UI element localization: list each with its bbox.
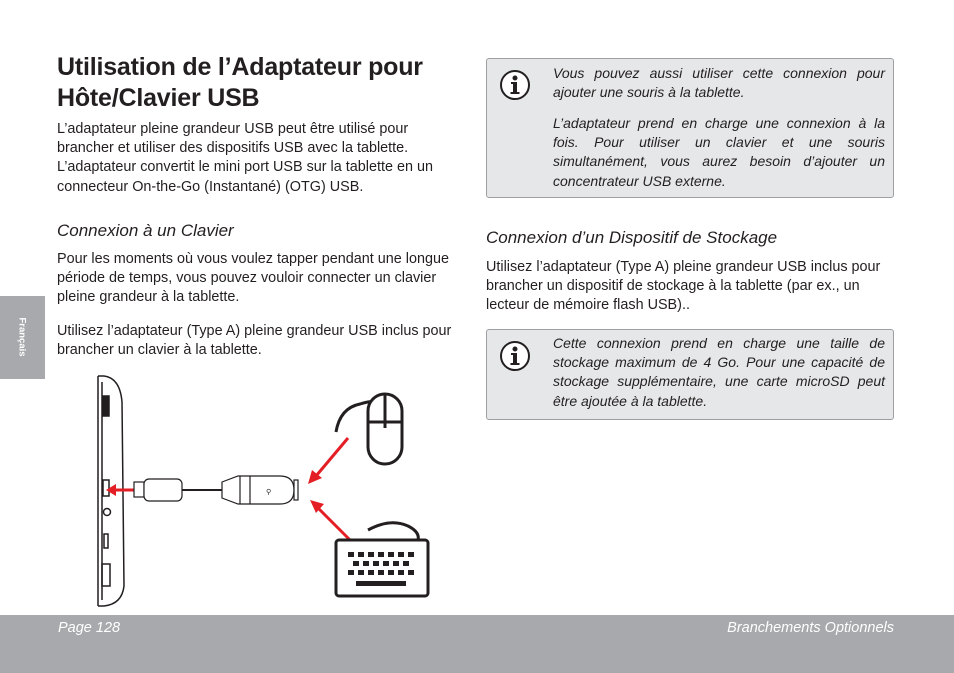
keyboard-paragraph-1: Pour les moments où vous voulez tapper pendant une longue période de temps, vous pouvez vouloir connecter un clavier pleine grandeur à la tablette. (57, 251, 450, 306)
svg-text:⚲: ⚲ (266, 488, 272, 496)
usb-adapter-icon (134, 476, 298, 504)
page-number: Page 128 (58, 620, 121, 636)
info-icon (499, 340, 531, 372)
keyboard-heading: Connexion à un Clavier (57, 221, 234, 240)
note-storage-text: Cette connexion prend en charge une taille de stockage maximum de 4 Go. Pour une capacité de stockage supplémentaire, une carte microSD peut être ajoutée à la tablette. (553, 335, 885, 409)
note-mouse-text: Vous pouvez aussi utiliser cette connexion pour ajouter une souris à la tablette. (553, 65, 885, 101)
page-title: Utilisation de l’Adaptateur pour Hôte/Clavier USB (57, 53, 423, 112)
intro-paragraph: L’adaptateur pleine grandeur USB peut être utilisé pour brancher et utiliser des dispositifs USB avec la tablette. L’adaptateur convertit le mini port USB sur la tablette en un connecteur On-the-Go (Instantané) (OTG) USB. (57, 121, 433, 195)
note-box-mouse (486, 58, 894, 198)
connection-illustration (90, 372, 440, 612)
keyboard-icon (336, 523, 428, 596)
keyboard-arrow-icon (310, 500, 350, 540)
footer-section-title: Branchements Optionnels (727, 620, 894, 636)
page-footer (0, 615, 954, 673)
note-hub-text: L’adaptateur prend en charge une connexion à la fois. Pour utiliser un clavier et une souris simultanément, vous aurez besoin d’ajouter un concentrateur USB externe. (553, 115, 885, 189)
mouse-arrow-icon (308, 438, 348, 484)
note-box-storage (486, 329, 894, 420)
storage-paragraph: Utilisez l’adaptateur (Type A) pleine grandeur USB inclus pour brancher un dispositif de stockage à la tablette (par ex., un lecteur de mémoire flash USB).. (486, 259, 881, 314)
insert-arrow-icon (106, 484, 134, 496)
keyboard-paragraph-2: Utilisez l’adaptateur (Type A) pleine grandeur USB inclus pour brancher un clavier à la tablette. (57, 323, 452, 359)
info-icon (499, 69, 531, 101)
language-side-tab-label: Français (16, 317, 28, 357)
storage-heading: Connexion d’un Dispositif de Stockage (486, 228, 778, 247)
mouse-icon (336, 394, 402, 464)
language-side-tab (0, 296, 45, 379)
